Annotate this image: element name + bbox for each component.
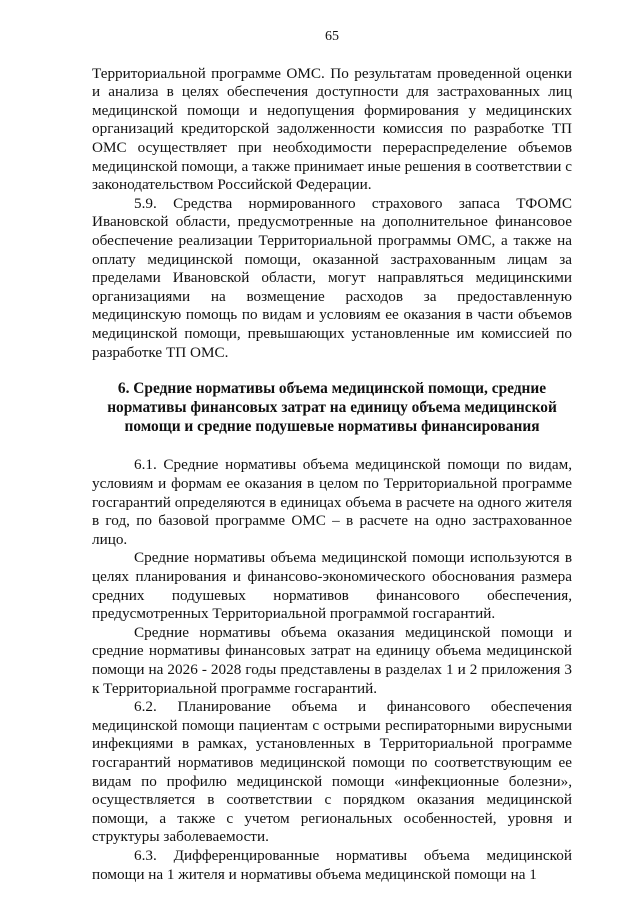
- section-6-heading: 6. Средние нормативы объема медицинской помощи, средние нормативы финансовых затрат на единицу объема медицинской помощи и средние подушевые нормативы финансирования: [107, 380, 557, 435]
- paragraph-continuation: Территориальной программе ОМС. По результатам проведенной оценки и анализа в целях обеспечения доступности для застрахованных лиц медицинской помощи и недопущения формирования у медицинских организаций кредиторской задолженности комиссия по разработке ТП ОМС осуществляет при необходимости перераспределение объемов медицинской помощи, а также принимает иные решения в соответствии с законодательством Российской Федерации.: [92, 64, 572, 194]
- paragraph-5-9: 5.9. Средства нормированного страхового запаса ТФОМС Ивановской области, предусмотренные на дополнительное финансовое обеспечение реализации Территориальной программы ОМС, а также на оплату медицинской помощи, оказанной застрахованным лицам за пределами Ивановской области, могут направляться медицинскими организациями на возмещение расходов за предоставленную медицинскую помощь по видам и условиям ее оказания в части объемов медицинской помощи, превышающих установленные им комиссией по разработке ТП ОМС.: [92, 194, 572, 361]
- paragraph-6-2: 6.2. Планирование объема и финансового обеспечения медицинской помощи пациентам с острыми респираторными вирусными инфекциями в рамках, установленных в Территориальной программе госгарантий нормативов медицинской помощи по соответствующим ее видам по профилю медицинской помощи «инфекционные болезни», осуществляется в соответствии с порядком оказания медицинской помощи, а также с учетом региональных особенностей, уровня и структуры заболеваемости.: [92, 698, 572, 846]
- paragraph-normatives-2026-2028: Средние нормативы объема оказания медицинской помощи и средние нормативы финансовых затрат на единицу объема медицинской помощи на 2026 - 2028 годы представлены в разделах 1 и 2 приложения 3 к Территориальной программе госгарантий.: [92, 623, 572, 697]
- paragraph-6-1: 6.1. Средние нормативы объема медицинской помощи по видам, условиям и формам ее оказания в целом по Территориальной программе госгарантий определяются в единицах объема в расчете на одного жителя в год, по базовой программе ОМС – в расчете на одно застрахованное лицо.: [92, 456, 572, 548]
- paragraph-6-3: 6.3. Дифференцированные нормативы объема медицинской помощи на 1 жителя и нормативы объема медицинской помощи на 1: [92, 846, 572, 883]
- paragraph-normatives-usage: Средние нормативы объема медицинской помощи используются в целях планирования и финансово-экономического обоснования размера средних подушевых нормативов финансового обеспечения, предусмотренных Территориальной программой госгарантий.: [92, 549, 572, 623]
- page-number: 65: [325, 29, 339, 44]
- document-page: [92, 28, 572, 884]
